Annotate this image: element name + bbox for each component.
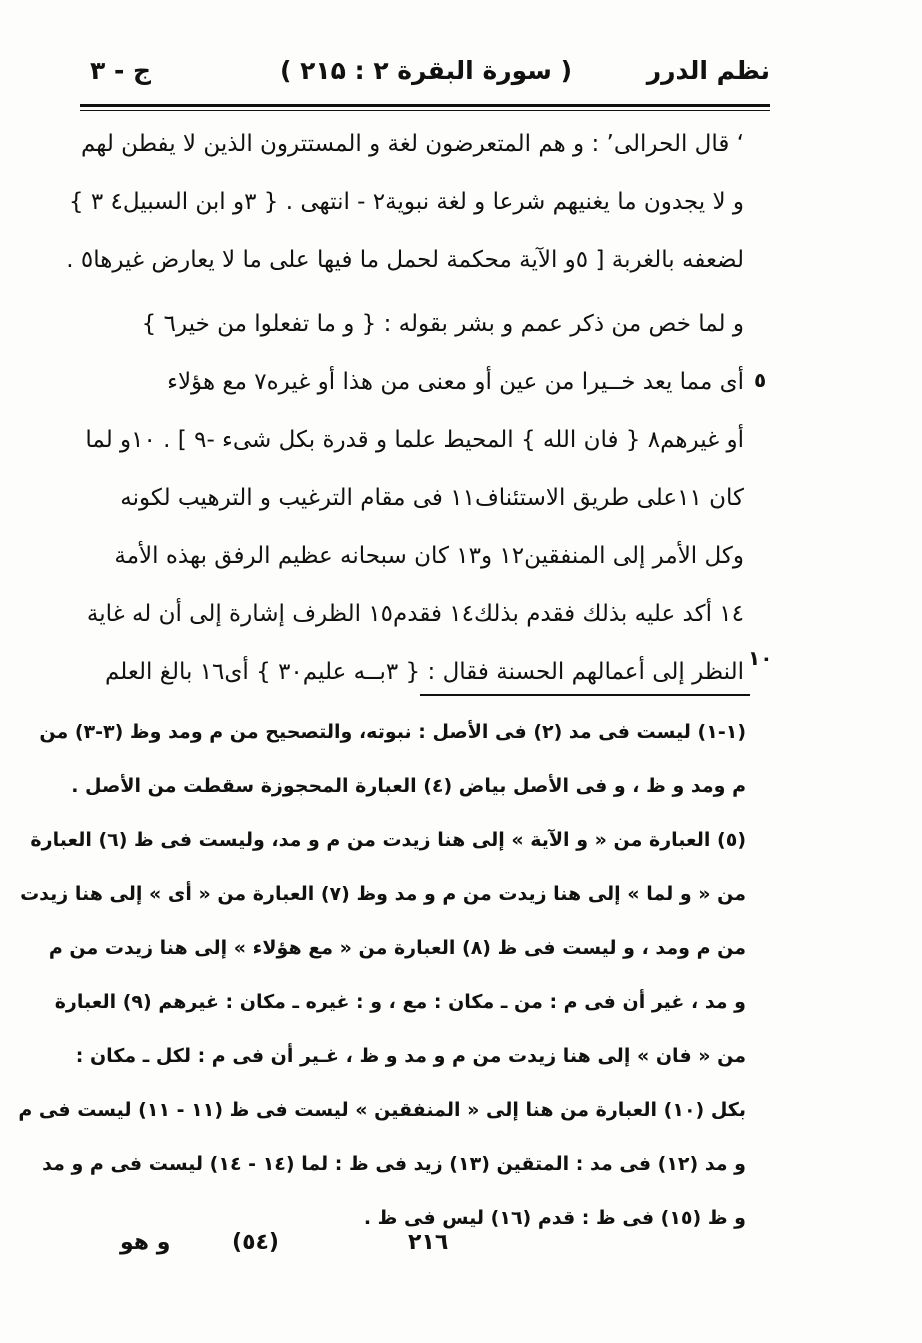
line-number-10: ١٠ xyxy=(748,646,773,670)
note-line: و مد (١٢) فى مد : المتقين (١٣) زيد فى ظ : لما (١٤ - ١٤) ليست فى م و مد xyxy=(42,1153,746,1175)
text-line: كان ١١على طريق الاستئناف١١ فى مقام الترغيب و الترهيب لكونه xyxy=(120,485,744,511)
surah-reference: ( سورة البقرة ۲ : ۲۱۵ ) xyxy=(279,56,572,85)
critical-apparatus xyxy=(18,712,746,1252)
note-line: (١-١) ليست فى مد (٢) فى الأصل : نبوته، والتصحيح من م ومد وظ (٣-٣) من xyxy=(39,721,746,743)
print-signature-number: (٥٤) xyxy=(232,1230,279,1255)
note-line: من « فان » إلى هنا زيدت من م و مد و ظ ، غـير أن فى م : لكل ـ مكان : xyxy=(75,1045,746,1067)
page-footer xyxy=(100,1230,560,1270)
text-line: لضعفه بالغربة [ ٥و الآية محكمة لحمل ما فيها على ما لا يعارض غيرها٥ . xyxy=(66,247,744,273)
volume-label: ج - ۳ xyxy=(90,56,152,85)
text-line: ١٤ أكد عليه بذلك فقدم بذلك١٤ فقدم١٥ الظرف إشارة إلى أن له غاية xyxy=(86,601,744,627)
header-rule-thin xyxy=(80,110,770,111)
note-line: و مد ، غير أن فى م : من ـ مكان : مع ، و : غيره ـ مكان : غيرهم (٩) العبارة xyxy=(54,991,746,1013)
book-title: نظم الدرر xyxy=(646,56,770,85)
note-line: و ظ (١٥) فى ظ : قدم (١٦) ليس فى ظ . xyxy=(363,1207,746,1229)
note-line: (٥) العبارة من « و الآية » إلى هنا زيدت من م و مد، وليست فى ظ (٦) العبارة xyxy=(30,829,746,851)
text-line: و لما خص من ذكر عمم و بشر بقوله : { و ما تفعلوا من خير٦ } xyxy=(141,311,744,337)
text-line: ‘ قال الحرالى’ : و هم المتعرضون لغة و المستترون الذين لا يفطن لهم xyxy=(80,131,744,157)
note-line: بكل (١٠) العبارة من هنا إلى « المنفقين » ليست فى ظ (١١ - ١١) ليست فى م xyxy=(18,1099,746,1121)
page-number: ۲۱٦ xyxy=(408,1230,449,1255)
catchword: و هو xyxy=(120,1230,171,1255)
main-text-body xyxy=(66,124,744,710)
running-header xyxy=(82,56,770,100)
text-line: أو غيرهم٨ { فان الله } المحيط علما و قدرة بكل شىء -٩ ] . ١٠و لما xyxy=(85,427,744,453)
line-number-5: ٥ xyxy=(754,368,767,392)
text-line: النظر إلى أعمالهم الحسنة فقال : { ٣بــه عليم٣٠ } أى١٦ بالغ العلم xyxy=(104,659,744,685)
text-line: أى مما يعد خــيرا من عين أو معنى من هذا أو غيره٧ مع هؤلاء xyxy=(167,369,744,395)
text-line: و لا يجدون ما يغنيهم شرعا و لغة نبوية٢ - انتهى . { ٣و ابن السبيل٤ ٣ } xyxy=(68,189,744,215)
header-rule-thick xyxy=(80,104,770,107)
note-line: من م ومد ، و ليست فى ظ (٨) العبارة من « مع هؤلاء » إلى هنا زيدت من م xyxy=(48,937,746,959)
note-line: م ومد و ظ ، و فى الأصل بياض (٤) العبارة المحجوزة سقطت من الأصل . xyxy=(71,775,746,797)
footnote-divider xyxy=(420,694,750,696)
text-line: وكل الأمر إلى المنفقين١٢ و١٣ كان سبحانه عظيم الرفق بهذه الأمة xyxy=(114,543,744,569)
note-line: من « و لما » إلى هنا زيدت من م و مد وظ (٧) العبارة من « أى » إلى هنا زيدت xyxy=(20,883,746,905)
